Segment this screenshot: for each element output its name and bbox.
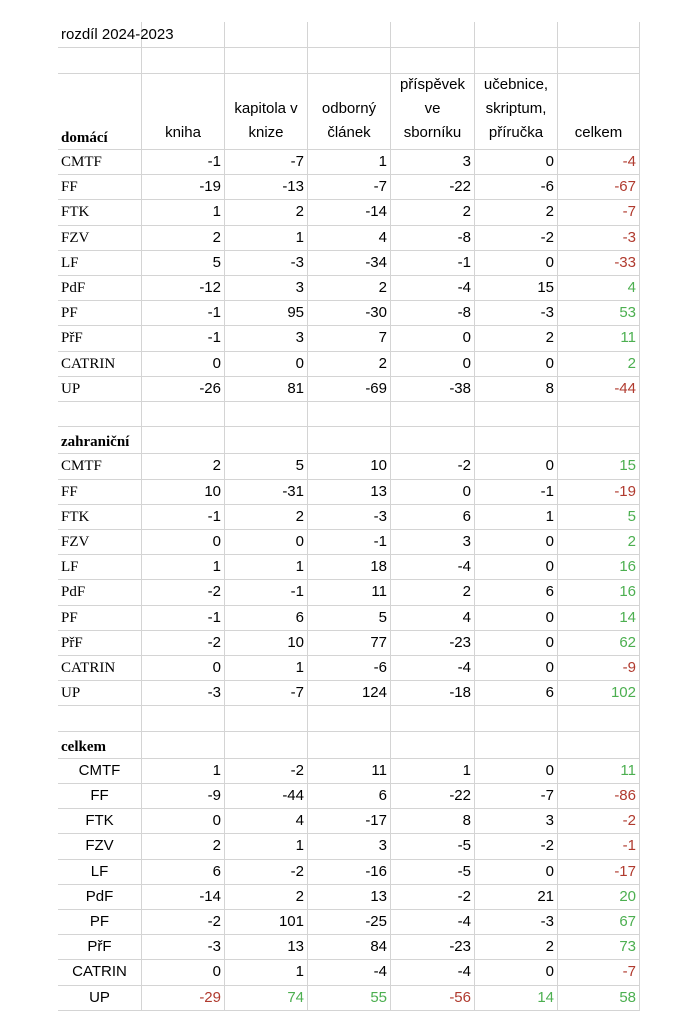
total-value-cell[interactable]: 58 bbox=[558, 986, 640, 1011]
total-value-cell[interactable]: -4 bbox=[558, 150, 640, 175]
header-section-domaci[interactable]: domácí bbox=[58, 74, 142, 150]
total-value-cell[interactable]: 62 bbox=[558, 631, 640, 656]
total-value-cell[interactable]: 67 bbox=[558, 910, 640, 935]
value-cell[interactable]: 1 bbox=[142, 555, 225, 580]
value-cell[interactable]: -2 bbox=[225, 860, 308, 885]
value-cell[interactable]: 2 bbox=[225, 885, 308, 910]
value-cell[interactable]: -1 bbox=[225, 580, 308, 605]
sheet-title[interactable]: rozdíl 2024-2023 bbox=[58, 22, 142, 48]
value-cell[interactable]: -13 bbox=[225, 175, 308, 200]
value-cell[interactable]: 4 bbox=[308, 226, 391, 251]
row-label[interactable]: CMTF bbox=[58, 759, 142, 784]
empty-cell[interactable] bbox=[225, 427, 308, 454]
value-cell[interactable]: 4 bbox=[225, 809, 308, 834]
row-label[interactable]: UP bbox=[58, 986, 142, 1011]
total-value-cell[interactable]: 14 bbox=[558, 606, 640, 631]
row-label[interactable]: FZV bbox=[58, 530, 142, 555]
row-label[interactable]: UP bbox=[58, 377, 142, 402]
value-cell[interactable]: -30 bbox=[308, 301, 391, 326]
value-cell[interactable]: -1 bbox=[142, 326, 225, 351]
value-cell[interactable]: 0 bbox=[391, 480, 475, 505]
value-cell[interactable]: 13 bbox=[225, 935, 308, 960]
value-cell[interactable]: -9 bbox=[142, 784, 225, 809]
value-cell[interactable]: -5 bbox=[391, 860, 475, 885]
value-cell[interactable]: 2 bbox=[475, 935, 558, 960]
value-cell[interactable]: 13 bbox=[308, 480, 391, 505]
value-cell[interactable]: -2 bbox=[142, 631, 225, 656]
empty-cell[interactable] bbox=[142, 706, 225, 731]
value-cell[interactable]: 0 bbox=[475, 454, 558, 479]
value-cell[interactable]: -4 bbox=[391, 555, 475, 580]
total-value-cell[interactable]: 2 bbox=[558, 352, 640, 377]
empty-cell[interactable] bbox=[391, 732, 475, 759]
row-label[interactable]: PdF bbox=[58, 276, 142, 301]
row-label[interactable]: CATRIN bbox=[58, 656, 142, 681]
value-cell[interactable]: 0 bbox=[475, 860, 558, 885]
value-cell[interactable]: 6 bbox=[475, 580, 558, 605]
total-value-cell[interactable]: 16 bbox=[558, 555, 640, 580]
value-cell[interactable]: 1 bbox=[225, 834, 308, 859]
value-cell[interactable]: -8 bbox=[391, 301, 475, 326]
value-cell[interactable]: -22 bbox=[391, 175, 475, 200]
value-cell[interactable]: -4 bbox=[391, 656, 475, 681]
row-label[interactable]: PřF bbox=[58, 935, 142, 960]
value-cell[interactable]: 0 bbox=[142, 530, 225, 555]
row-label[interactable]: FZV bbox=[58, 834, 142, 859]
value-cell[interactable]: -6 bbox=[308, 656, 391, 681]
empty-cell[interactable] bbox=[225, 732, 308, 759]
value-cell[interactable]: -2 bbox=[475, 834, 558, 859]
section-title[interactable]: celkem bbox=[58, 732, 142, 759]
value-cell[interactable]: -14 bbox=[142, 885, 225, 910]
total-value-cell[interactable]: 16 bbox=[558, 580, 640, 605]
empty-cell[interactable] bbox=[142, 427, 225, 454]
value-cell[interactable]: 0 bbox=[225, 530, 308, 555]
row-label[interactable]: FF bbox=[58, 175, 142, 200]
value-cell[interactable]: -5 bbox=[391, 834, 475, 859]
empty-cell[interactable] bbox=[475, 22, 558, 48]
value-cell[interactable]: 1 bbox=[391, 759, 475, 784]
column-header[interactable]: odborný článek bbox=[308, 74, 391, 150]
value-cell[interactable]: -22 bbox=[391, 784, 475, 809]
value-cell[interactable]: -4 bbox=[391, 910, 475, 935]
total-value-cell[interactable]: -86 bbox=[558, 784, 640, 809]
value-cell[interactable]: -17 bbox=[308, 809, 391, 834]
value-cell[interactable]: 81 bbox=[225, 377, 308, 402]
value-cell[interactable]: -69 bbox=[308, 377, 391, 402]
empty-cell[interactable] bbox=[142, 22, 225, 48]
value-cell[interactable]: -3 bbox=[225, 251, 308, 276]
value-cell[interactable]: 0 bbox=[475, 631, 558, 656]
row-label[interactable]: FF bbox=[58, 784, 142, 809]
row-label[interactable]: FTK bbox=[58, 505, 142, 530]
value-cell[interactable]: 10 bbox=[308, 454, 391, 479]
row-label[interactable]: PF bbox=[58, 910, 142, 935]
total-value-cell[interactable]: 15 bbox=[558, 454, 640, 479]
empty-cell[interactable] bbox=[308, 48, 391, 74]
value-cell[interactable]: -18 bbox=[391, 681, 475, 706]
empty-cell[interactable] bbox=[391, 706, 475, 731]
value-cell[interactable]: -23 bbox=[391, 935, 475, 960]
value-cell[interactable]: -7 bbox=[308, 175, 391, 200]
total-value-cell[interactable]: -1 bbox=[558, 834, 640, 859]
value-cell[interactable]: -2 bbox=[475, 226, 558, 251]
value-cell[interactable]: -1 bbox=[142, 606, 225, 631]
total-value-cell[interactable]: -67 bbox=[558, 175, 640, 200]
value-cell[interactable]: 2 bbox=[142, 454, 225, 479]
row-label[interactable]: LF bbox=[58, 555, 142, 580]
empty-cell[interactable] bbox=[558, 427, 640, 454]
value-cell[interactable]: -1 bbox=[391, 251, 475, 276]
total-value-cell[interactable]: -3 bbox=[558, 226, 640, 251]
value-cell[interactable]: 2 bbox=[142, 226, 225, 251]
empty-cell[interactable] bbox=[308, 22, 391, 48]
empty-cell[interactable] bbox=[475, 427, 558, 454]
empty-cell[interactable] bbox=[308, 706, 391, 731]
value-cell[interactable]: 0 bbox=[142, 656, 225, 681]
total-value-cell[interactable]: -17 bbox=[558, 860, 640, 885]
value-cell[interactable]: 2 bbox=[225, 200, 308, 225]
value-cell[interactable]: 2 bbox=[142, 834, 225, 859]
value-cell[interactable]: 2 bbox=[308, 276, 391, 301]
column-header[interactable]: celkem bbox=[558, 74, 640, 150]
value-cell[interactable]: -25 bbox=[308, 910, 391, 935]
value-cell[interactable]: 6 bbox=[142, 860, 225, 885]
value-cell[interactable]: 95 bbox=[225, 301, 308, 326]
value-cell[interactable]: -19 bbox=[142, 175, 225, 200]
empty-cell[interactable] bbox=[225, 48, 308, 74]
value-cell[interactable]: 55 bbox=[308, 986, 391, 1011]
value-cell[interactable]: -1 bbox=[142, 150, 225, 175]
empty-cell[interactable] bbox=[58, 48, 142, 74]
total-value-cell[interactable]: -19 bbox=[558, 480, 640, 505]
empty-cell[interactable] bbox=[475, 48, 558, 74]
empty-cell[interactable] bbox=[225, 402, 308, 427]
empty-cell[interactable] bbox=[558, 48, 640, 74]
total-value-cell[interactable]: -9 bbox=[558, 656, 640, 681]
value-cell[interactable]: 3 bbox=[225, 326, 308, 351]
value-cell[interactable]: 15 bbox=[475, 276, 558, 301]
value-cell[interactable]: -38 bbox=[391, 377, 475, 402]
total-value-cell[interactable]: 102 bbox=[558, 681, 640, 706]
value-cell[interactable]: -8 bbox=[391, 226, 475, 251]
value-cell[interactable]: 84 bbox=[308, 935, 391, 960]
empty-cell[interactable] bbox=[558, 22, 640, 48]
value-cell[interactable]: -4 bbox=[308, 960, 391, 985]
value-cell[interactable]: 0 bbox=[475, 555, 558, 580]
section-title[interactable]: zahraniční bbox=[58, 427, 142, 454]
total-value-cell[interactable]: 11 bbox=[558, 326, 640, 351]
value-cell[interactable]: 2 bbox=[308, 352, 391, 377]
value-cell[interactable]: -2 bbox=[225, 759, 308, 784]
value-cell[interactable]: 8 bbox=[475, 377, 558, 402]
total-value-cell[interactable]: 4 bbox=[558, 276, 640, 301]
empty-cell[interactable] bbox=[391, 427, 475, 454]
value-cell[interactable]: -31 bbox=[225, 480, 308, 505]
empty-cell[interactable] bbox=[558, 402, 640, 427]
value-cell[interactable]: 5 bbox=[225, 454, 308, 479]
value-cell[interactable]: 3 bbox=[391, 150, 475, 175]
value-cell[interactable]: 0 bbox=[475, 150, 558, 175]
value-cell[interactable]: 0 bbox=[391, 326, 475, 351]
value-cell[interactable]: -3 bbox=[308, 505, 391, 530]
value-cell[interactable]: 14 bbox=[475, 986, 558, 1011]
empty-cell[interactable] bbox=[558, 706, 640, 731]
value-cell[interactable]: 2 bbox=[475, 326, 558, 351]
row-label[interactable]: PdF bbox=[58, 580, 142, 605]
value-cell[interactable]: -2 bbox=[142, 580, 225, 605]
value-cell[interactable]: 0 bbox=[475, 656, 558, 681]
value-cell[interactable]: 1 bbox=[308, 150, 391, 175]
value-cell[interactable]: -3 bbox=[142, 681, 225, 706]
column-header[interactable]: příspěvek ve sborníku bbox=[391, 74, 475, 150]
value-cell[interactable]: -4 bbox=[391, 276, 475, 301]
value-cell[interactable]: 8 bbox=[391, 809, 475, 834]
value-cell[interactable]: 0 bbox=[142, 809, 225, 834]
value-cell[interactable]: -2 bbox=[391, 454, 475, 479]
empty-cell[interactable] bbox=[391, 402, 475, 427]
value-cell[interactable]: 3 bbox=[475, 809, 558, 834]
value-cell[interactable]: 74 bbox=[225, 986, 308, 1011]
value-cell[interactable]: 11 bbox=[308, 580, 391, 605]
value-cell[interactable]: 5 bbox=[308, 606, 391, 631]
value-cell[interactable]: 0 bbox=[225, 352, 308, 377]
row-label[interactable]: FF bbox=[58, 480, 142, 505]
value-cell[interactable]: -7 bbox=[225, 150, 308, 175]
row-label[interactable]: PřF bbox=[58, 631, 142, 656]
value-cell[interactable]: 0 bbox=[475, 960, 558, 985]
value-cell[interactable]: 2 bbox=[475, 200, 558, 225]
value-cell[interactable]: 1 bbox=[225, 960, 308, 985]
total-value-cell[interactable]: 5 bbox=[558, 505, 640, 530]
row-label[interactable]: CMTF bbox=[58, 150, 142, 175]
value-cell[interactable]: 124 bbox=[308, 681, 391, 706]
value-cell[interactable]: 1 bbox=[225, 226, 308, 251]
empty-cell[interactable] bbox=[475, 732, 558, 759]
empty-cell[interactable] bbox=[308, 732, 391, 759]
value-cell[interactable]: -2 bbox=[391, 885, 475, 910]
value-cell[interactable]: -14 bbox=[308, 200, 391, 225]
value-cell[interactable]: -1 bbox=[142, 505, 225, 530]
row-label[interactable]: FTK bbox=[58, 200, 142, 225]
row-label[interactable]: LF bbox=[58, 860, 142, 885]
total-value-cell[interactable]: -44 bbox=[558, 377, 640, 402]
row-label[interactable]: LF bbox=[58, 251, 142, 276]
empty-cell[interactable] bbox=[391, 48, 475, 74]
row-label[interactable]: CMTF bbox=[58, 454, 142, 479]
value-cell[interactable]: -44 bbox=[225, 784, 308, 809]
value-cell[interactable]: 1 bbox=[142, 200, 225, 225]
empty-cell[interactable] bbox=[142, 402, 225, 427]
row-label[interactable]: CATRIN bbox=[58, 960, 142, 985]
empty-cell[interactable] bbox=[391, 22, 475, 48]
value-cell[interactable]: -23 bbox=[391, 631, 475, 656]
value-cell[interactable]: -6 bbox=[475, 175, 558, 200]
value-cell[interactable]: -29 bbox=[142, 986, 225, 1011]
empty-cell[interactable] bbox=[225, 706, 308, 731]
value-cell[interactable]: 0 bbox=[142, 352, 225, 377]
value-cell[interactable]: 0 bbox=[475, 352, 558, 377]
value-cell[interactable]: 0 bbox=[475, 251, 558, 276]
value-cell[interactable]: -1 bbox=[308, 530, 391, 555]
total-value-cell[interactable]: 11 bbox=[558, 759, 640, 784]
value-cell[interactable]: -3 bbox=[475, 910, 558, 935]
row-label[interactable]: UP bbox=[58, 681, 142, 706]
value-cell[interactable]: 101 bbox=[225, 910, 308, 935]
value-cell[interactable]: 7 bbox=[308, 326, 391, 351]
row-label[interactable]: FZV bbox=[58, 226, 142, 251]
value-cell[interactable]: -34 bbox=[308, 251, 391, 276]
value-cell[interactable]: 0 bbox=[142, 960, 225, 985]
row-label[interactable]: CATRIN bbox=[58, 352, 142, 377]
total-value-cell[interactable]: -2 bbox=[558, 809, 640, 834]
value-cell[interactable]: 1 bbox=[475, 505, 558, 530]
value-cell[interactable]: 6 bbox=[225, 606, 308, 631]
value-cell[interactable]: 10 bbox=[225, 631, 308, 656]
empty-cell[interactable] bbox=[225, 22, 308, 48]
value-cell[interactable]: 3 bbox=[225, 276, 308, 301]
total-value-cell[interactable]: 20 bbox=[558, 885, 640, 910]
value-cell[interactable]: -3 bbox=[142, 935, 225, 960]
empty-cell[interactable] bbox=[475, 706, 558, 731]
empty-cell[interactable] bbox=[58, 706, 142, 731]
value-cell[interactable]: 6 bbox=[391, 505, 475, 530]
empty-cell[interactable] bbox=[308, 402, 391, 427]
value-cell[interactable]: -4 bbox=[391, 960, 475, 985]
value-cell[interactable]: 6 bbox=[308, 784, 391, 809]
value-cell[interactable]: -7 bbox=[225, 681, 308, 706]
value-cell[interactable]: 2 bbox=[225, 505, 308, 530]
total-value-cell[interactable]: -7 bbox=[558, 960, 640, 985]
total-value-cell[interactable]: -33 bbox=[558, 251, 640, 276]
empty-cell[interactable] bbox=[58, 402, 142, 427]
value-cell[interactable]: -2 bbox=[142, 910, 225, 935]
value-cell[interactable]: -16 bbox=[308, 860, 391, 885]
value-cell[interactable]: 6 bbox=[475, 681, 558, 706]
value-cell[interactable]: -12 bbox=[142, 276, 225, 301]
value-cell[interactable]: -26 bbox=[142, 377, 225, 402]
total-value-cell[interactable]: 73 bbox=[558, 935, 640, 960]
value-cell[interactable]: 0 bbox=[391, 352, 475, 377]
value-cell[interactable]: 77 bbox=[308, 631, 391, 656]
value-cell[interactable]: 0 bbox=[475, 530, 558, 555]
value-cell[interactable]: -7 bbox=[475, 784, 558, 809]
empty-cell[interactable] bbox=[558, 732, 640, 759]
row-label[interactable]: PdF bbox=[58, 885, 142, 910]
empty-cell[interactable] bbox=[475, 402, 558, 427]
value-cell[interactable]: 10 bbox=[142, 480, 225, 505]
row-label[interactable]: PF bbox=[58, 301, 142, 326]
value-cell[interactable]: 0 bbox=[475, 759, 558, 784]
column-header[interactable]: kniha bbox=[142, 74, 225, 150]
column-header[interactable]: učebnice, skriptum, příručka bbox=[475, 74, 558, 150]
spreadsheet bbox=[58, 22, 640, 1004]
value-cell[interactable]: 0 bbox=[475, 606, 558, 631]
value-cell[interactable]: -1 bbox=[142, 301, 225, 326]
total-value-cell[interactable]: -7 bbox=[558, 200, 640, 225]
value-cell[interactable]: 13 bbox=[308, 885, 391, 910]
empty-cell[interactable] bbox=[142, 48, 225, 74]
value-cell[interactable]: 2 bbox=[391, 580, 475, 605]
value-cell[interactable]: 21 bbox=[475, 885, 558, 910]
value-cell[interactable]: 2 bbox=[391, 200, 475, 225]
value-cell[interactable]: 18 bbox=[308, 555, 391, 580]
empty-cell[interactable] bbox=[308, 427, 391, 454]
value-cell[interactable]: 1 bbox=[225, 555, 308, 580]
total-value-cell[interactable]: 2 bbox=[558, 530, 640, 555]
column-header[interactable]: kapitola v knize bbox=[225, 74, 308, 150]
value-cell[interactable]: -56 bbox=[391, 986, 475, 1011]
value-cell[interactable]: 3 bbox=[391, 530, 475, 555]
row-label[interactable]: PF bbox=[58, 606, 142, 631]
value-cell[interactable]: -3 bbox=[475, 301, 558, 326]
value-cell[interactable]: 3 bbox=[308, 834, 391, 859]
value-cell[interactable]: 4 bbox=[391, 606, 475, 631]
value-cell[interactable]: -1 bbox=[475, 480, 558, 505]
total-value-cell[interactable]: 53 bbox=[558, 301, 640, 326]
row-label[interactable]: PřF bbox=[58, 326, 142, 351]
value-cell[interactable]: 5 bbox=[142, 251, 225, 276]
value-cell[interactable]: 1 bbox=[225, 656, 308, 681]
row-label[interactable]: FTK bbox=[58, 809, 142, 834]
value-cell[interactable]: 1 bbox=[142, 759, 225, 784]
empty-cell[interactable] bbox=[142, 732, 225, 759]
value-cell[interactable]: 11 bbox=[308, 759, 391, 784]
